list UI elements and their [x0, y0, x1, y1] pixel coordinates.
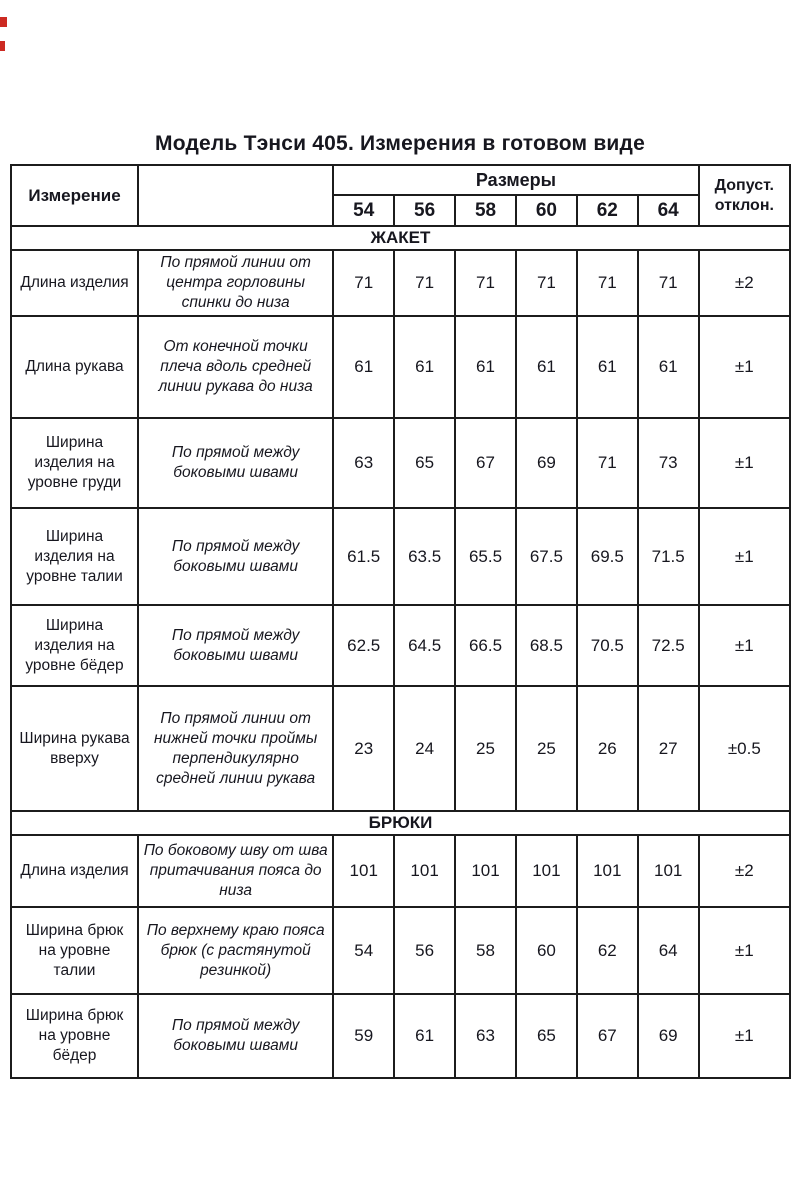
tolerance-value: ±1	[699, 316, 790, 418]
size-value: 72.5	[638, 605, 699, 686]
measurement-name: Ширина изделия на уровне бёдер	[11, 605, 138, 686]
table-row	[11, 994, 790, 1078]
size-value: 73	[638, 418, 699, 508]
measurement-method: По прямой между боковыми швами	[138, 994, 333, 1078]
measurement-name: Ширина изделия на уровне груди	[11, 418, 138, 508]
table-row	[11, 686, 790, 811]
table-row	[11, 605, 790, 686]
size-value: 59	[333, 994, 394, 1078]
table-row	[11, 316, 790, 418]
size-value: 56	[394, 907, 455, 994]
measurement-method: По прямой между боковыми швами	[138, 605, 333, 686]
measurement-method: По прямой между боковыми швами	[138, 508, 333, 605]
size-value: 101	[516, 835, 577, 907]
section-title: ЖАКЕТ	[11, 226, 790, 250]
size-value: 66.5	[455, 605, 516, 686]
tolerance-value: ±2	[699, 250, 790, 316]
size-value: 71	[394, 250, 455, 316]
measurement-method: По прямой между боковыми швами	[138, 418, 333, 508]
measurement-name: Длина изделия	[11, 835, 138, 907]
table-row	[11, 907, 790, 994]
col-header-measurement: Измерение	[11, 165, 138, 226]
size-value: 65.5	[455, 508, 516, 605]
size-value: 64.5	[394, 605, 455, 686]
table-row	[11, 508, 790, 605]
tolerance-value: ±1	[699, 605, 790, 686]
size-value: 101	[455, 835, 516, 907]
size-value: 61	[516, 316, 577, 418]
table-row	[11, 835, 790, 907]
section-header-jacket	[11, 226, 790, 250]
size-value: 68.5	[516, 605, 577, 686]
measurement-name: Ширина изделия на уровне талии	[11, 508, 138, 605]
size-value: 101	[394, 835, 455, 907]
size-value: 67.5	[516, 508, 577, 605]
size-value: 71	[516, 250, 577, 316]
tolerance-value: ±0.5	[699, 686, 790, 811]
size-value: 61	[333, 316, 394, 418]
size-value: 63	[333, 418, 394, 508]
measurement-method: От конечной точки плеча вдоль средней линии рукава до низа	[138, 316, 333, 418]
size-value: 65	[394, 418, 455, 508]
size-value: 71	[455, 250, 516, 316]
size-value: 69	[638, 994, 699, 1078]
section-header-trousers	[11, 811, 790, 835]
tolerance-value: ±2	[699, 835, 790, 907]
table-header	[11, 165, 790, 226]
scan-artifact-mark	[0, 17, 7, 27]
tolerance-label-line1: Допуст.	[714, 176, 774, 194]
size-value: 71	[638, 250, 699, 316]
tolerance-value: ±1	[699, 508, 790, 605]
tolerance-value: ±1	[699, 994, 790, 1078]
size-value: 62.5	[333, 605, 394, 686]
tolerance-label-line2: отклон.	[714, 196, 774, 214]
size-value: 71.5	[638, 508, 699, 605]
size-value: 67	[455, 418, 516, 508]
size-header-56: 56	[394, 195, 455, 226]
size-value: 61	[455, 316, 516, 418]
size-value: 69	[516, 418, 577, 508]
size-value: 101	[333, 835, 394, 907]
header-row-top	[11, 165, 790, 195]
scan-artifact-mark	[0, 41, 5, 51]
tolerance-value: ±1	[699, 907, 790, 994]
size-value: 67	[577, 994, 638, 1078]
size-value: 71	[577, 250, 638, 316]
size-value: 71	[333, 250, 394, 316]
page-title: Модель Тэнси 405. Измерения в готовом виде	[155, 132, 645, 155]
size-value: 23	[333, 686, 394, 811]
col-header-sizes-group: Размеры	[333, 165, 698, 195]
measurement-method: По боковому шву от шва притачивания пояса до низа	[138, 835, 333, 907]
size-value: 61	[394, 316, 455, 418]
size-value: 54	[333, 907, 394, 994]
measurement-method: По верхнему краю пояса брюк (с растянутой резинкой)	[138, 907, 333, 994]
size-value: 71	[577, 418, 638, 508]
size-value: 24	[394, 686, 455, 811]
size-value: 65	[516, 994, 577, 1078]
size-value: 69.5	[577, 508, 638, 605]
size-value: 25	[455, 686, 516, 811]
size-header-64: 64	[638, 195, 699, 226]
measurement-name: Ширина брюк на уровне бёдер	[11, 994, 138, 1078]
size-value: 101	[638, 835, 699, 907]
size-value: 63	[455, 994, 516, 1078]
size-header-54: 54	[333, 195, 394, 226]
size-value: 101	[577, 835, 638, 907]
tolerance-value: ±1	[699, 418, 790, 508]
size-value: 61	[638, 316, 699, 418]
measurements-table	[10, 164, 791, 1079]
size-header-58: 58	[455, 195, 516, 226]
size-value: 61.5	[333, 508, 394, 605]
size-value: 25	[516, 686, 577, 811]
size-value: 70.5	[577, 605, 638, 686]
measurement-method: По прямой линии от центра горловины спинки до низа	[138, 250, 333, 316]
col-header-description-empty	[138, 165, 333, 226]
col-header-tolerance	[699, 165, 790, 226]
size-value: 64	[638, 907, 699, 994]
size-header-60: 60	[516, 195, 577, 226]
size-value: 61	[394, 994, 455, 1078]
size-value: 63.5	[394, 508, 455, 605]
size-value: 62	[577, 907, 638, 994]
table-row	[11, 250, 790, 316]
measurement-name: Длина рукава	[11, 316, 138, 418]
size-value: 27	[638, 686, 699, 811]
measurement-name: Ширина брюк на уровне талии	[11, 907, 138, 994]
size-value: 26	[577, 686, 638, 811]
size-value: 61	[577, 316, 638, 418]
measurement-method: По прямой линии от нижней точки проймы перпендикулярно средней линии рукава	[138, 686, 333, 811]
table-row	[11, 418, 790, 508]
measurement-name: Ширина рукава вверху	[11, 686, 138, 811]
size-value: 58	[455, 907, 516, 994]
size-value: 60	[516, 907, 577, 994]
measurement-name: Длина изделия	[11, 250, 138, 316]
section-title: БРЮКИ	[11, 811, 790, 835]
size-header-62: 62	[577, 195, 638, 226]
